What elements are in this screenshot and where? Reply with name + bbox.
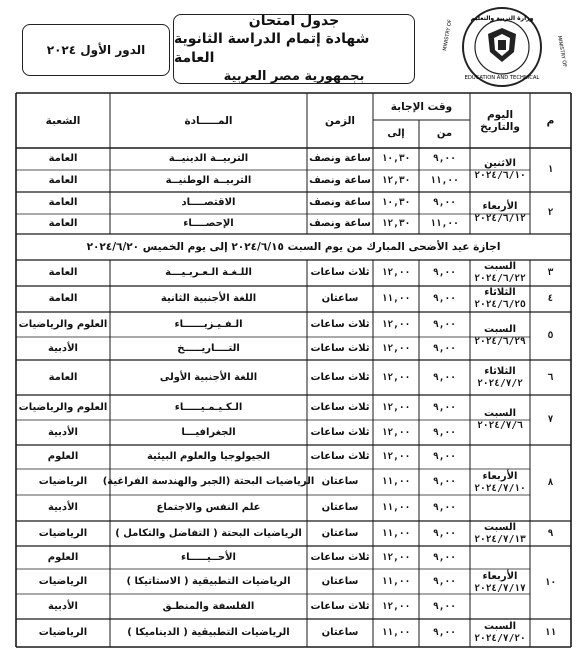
col-subject-header: المـــــادة [184, 114, 233, 127]
col-answer-time-header: وقت الإجابة [390, 100, 453, 113]
group-day-date [470, 260, 530, 286]
row-to-time: ١١,٠٠ [381, 575, 411, 587]
row-duration: ثلاث ساعات [310, 371, 370, 383]
group-index: ٩ [547, 527, 554, 539]
group-day: الثلاثاء [484, 287, 516, 298]
row-branch: الرياضيات [38, 627, 88, 638]
group-date: ٢٠٢٤/٧/٢٠ [474, 633, 526, 644]
row-branch: العامة [48, 293, 78, 304]
row-from-time: ٩,٠٠ [433, 426, 456, 438]
group-date: ٢٠٢٤/٦/١٢ [474, 213, 526, 224]
group-index: ٧ [547, 414, 554, 425]
group-index: ٣ [547, 267, 554, 278]
row-duration: ثلاث ساعات [310, 267, 370, 278]
row-from-time: ٩,٠٠ [433, 153, 456, 164]
group-index: ٥ [547, 330, 554, 341]
row-subject: الجيولوجيا والعلوم البيئية [146, 451, 271, 462]
row-branch: الأدبية [48, 600, 78, 612]
row-branch: العامة [48, 371, 78, 383]
group-index: ١١ [544, 627, 557, 638]
group-date: ٢٠٢٤/٦/٢٢ [474, 273, 526, 284]
row-branch: العلوم [47, 451, 79, 462]
row-from-time: ٩,٠٠ [433, 267, 456, 278]
exam-round-label: الدور الأول ٢٠٢٤ [46, 43, 146, 57]
group-day: الثلاثاء [484, 365, 516, 377]
col-day-date-header: اليوم والتاريخ [480, 108, 520, 133]
group-day: السبت [483, 408, 517, 419]
row-subject: الـفـيـزيــــــاء [174, 318, 243, 330]
row-from-time: ٩,٠٠ [433, 551, 456, 563]
row-branch: الأدبية [48, 502, 78, 513]
row-branch: الأدبية [48, 426, 78, 438]
group-date: ٢٠٢٤/٧/١٠ [474, 483, 526, 494]
group-day-date [470, 148, 530, 192]
row-to-time: ١١,٠٠ [381, 293, 411, 304]
row-subject: التربيــة الدينيــة [168, 153, 249, 164]
row-duration: ثلاث ساعات [310, 426, 370, 438]
svg-text:MINISTRY OF: MINISTRY OF [556, 35, 568, 68]
row-to-time: ١٢,٠٠ [381, 267, 411, 278]
col-index-header: م [546, 114, 555, 127]
row-duration: ساعتان [321, 502, 359, 513]
row-duration: ثلاث ساعات [310, 600, 370, 612]
row-to-time: ١٢,٠٠ [381, 426, 411, 438]
row-from-time: ٩,٠٠ [433, 451, 456, 462]
row-duration: ساعتان [321, 476, 359, 487]
row-to-time: ١٢,٠٠ [381, 371, 411, 383]
row-duration: ساعتان [321, 527, 359, 539]
col-duration-header: الزمن [324, 114, 356, 127]
row-branch: العامة [48, 218, 78, 229]
row-subject: التــــاريـــــخ [177, 342, 240, 354]
col-branch-header: الشعبة [45, 114, 81, 127]
group-day: السبت [483, 521, 517, 533]
group-day-date [470, 286, 530, 312]
row-subject: الرياضيات التطبيقية ( الاستاتيكا ) [126, 575, 291, 587]
row-subject: الفلسفة والمنطـق [162, 600, 255, 612]
group-index: ٢ [547, 207, 554, 218]
group-date: ٢٠٢٤/٦/١٠ [474, 170, 526, 181]
group-date: ٢٠٢٤/٦/٢٩ [474, 336, 526, 347]
row-subject: الاقتصــــاد [181, 197, 236, 208]
row-branch: الرياضيات [38, 527, 88, 539]
row-to-time: ١٢,٠٠ [381, 551, 411, 563]
row-duration: ساعة ونصف [309, 218, 371, 229]
row-from-time: ٩,٠٠ [433, 502, 456, 513]
row-from-time: ٩,٠٠ [433, 600, 456, 612]
row-duration: ساعة ونصف [309, 197, 371, 208]
row-branch: الرياضيات [38, 476, 88, 487]
row-branch: العامة [48, 175, 78, 186]
title-line-1: جدول امتحان [248, 12, 340, 29]
group-index: ٦ [547, 371, 554, 383]
row-duration: ساعتان [321, 575, 359, 587]
row-duration: ثلاث ساعات [310, 401, 370, 413]
svg-text:MINISTRY OF: MINISTRY OF [442, 18, 454, 52]
group-date: ٢٠٢٤/٧/٦ [477, 420, 523, 431]
row-subject: الإحصــــاء [183, 218, 234, 229]
row-subject: الرياضيات البحتة (الجبر والهندسة الفراغية) [102, 476, 315, 487]
row-duration: ساعتان [321, 293, 359, 304]
group-day-date [470, 312, 530, 360]
group-day: الأربعاء [482, 201, 518, 212]
row-to-time: ١٢,٠٠ [381, 342, 411, 354]
row-branch: العامة [48, 197, 78, 208]
row-duration: ساعة ونصف [309, 175, 371, 186]
group-index: ١٠ [544, 576, 557, 588]
group-index: ٨ [547, 477, 554, 488]
row-from-time: ٩,٠٠ [433, 476, 456, 487]
group-day-date [470, 360, 530, 395]
row-duration: ساعة ونصف [309, 153, 371, 164]
group-day: الاثنين [484, 158, 516, 169]
group-index: ٤ [547, 293, 554, 304]
row-branch: العلوم [47, 551, 79, 563]
row-from-time: ٩,٠٠ [433, 318, 456, 330]
row-subject: اللغة الأجنبية الثانية [160, 293, 257, 304]
col-to-header: إلى [387, 128, 405, 139]
row-subject: الـكـيـمـيـــــاء [174, 401, 243, 413]
row-subject: اللغة الأجنبية الأولى [159, 371, 258, 383]
row-duration: ثلاث ساعات [310, 318, 370, 330]
row-subject: الرياضيات البحتة ( التفاضل والتكامل ) [115, 527, 302, 539]
row-to-time: ١٠,٣٠ [381, 197, 411, 208]
row-to-time: ١١,٠٠ [381, 476, 411, 487]
row-from-time: ٩,٠٠ [433, 527, 456, 539]
row-branch: العامة [48, 153, 78, 164]
row-branch: العلوم والرياضيات [18, 401, 108, 413]
row-duration: ساعتان [321, 627, 359, 638]
group-date: ٢٠٢٤/٦/٢٥ [474, 299, 526, 310]
row-duration: ثلاث ساعات [310, 551, 370, 563]
row-to-time: ١٢,٠٠ [381, 318, 411, 330]
row-from-time: ٩,٠٠ [433, 575, 456, 587]
row-subject: الأحــيـــــاء [181, 551, 236, 563]
group-day-date [470, 619, 530, 647]
row-duration: ثلاث ساعات [310, 451, 370, 462]
row-branch: الرياضيات [38, 575, 88, 587]
row-from-time: ٩,٠٠ [433, 401, 456, 413]
svg-text:وزارة التربية والتعليم: وزارة التربية والتعليم [470, 15, 534, 22]
row-to-time: ١٢,٣٠ [381, 218, 411, 229]
row-from-time: ٩,٠٠ [433, 371, 456, 383]
row-from-time: ٩,٠٠ [433, 342, 456, 354]
row-from-time: ٩,٠٠ [433, 293, 456, 304]
group-day: السبت [483, 621, 517, 632]
row-to-time: ١٢,٣٠ [381, 175, 411, 186]
row-from-time: ١١,٠٠ [430, 175, 459, 186]
row-to-time: ١٠,٣٠ [381, 153, 411, 164]
group-day-date [470, 546, 530, 619]
group-day-date [470, 521, 530, 546]
row-branch: العلوم والرياضيات [18, 318, 108, 330]
title-line-2: شهادة إتمام الدراسة الثانوية العامة [174, 30, 370, 66]
row-to-time: ١١,٠٠ [381, 527, 411, 539]
group-date: ٢٠٢٤/٧/١٧ [474, 582, 526, 594]
col-from-header: من [436, 128, 453, 139]
group-day-date [470, 445, 530, 521]
group-index: ١ [547, 164, 554, 175]
row-subject: الجغرافيـــا [181, 426, 236, 438]
group-day: السبت [483, 261, 517, 272]
row-branch: الأدبية [48, 342, 78, 354]
group-day: الأربعاء [482, 570, 518, 582]
group-date: ٢٠٢٤/٧/١٣ [474, 533, 526, 545]
row-duration: ثلاث ساعات [310, 342, 370, 354]
row-subject: التربيــة الوطنيــة [165, 175, 252, 186]
group-day-date [470, 192, 530, 234]
svg-text:EDUCATION AND TECHNICAL: EDUCATION AND TECHNICAL [464, 75, 540, 81]
holiday-banner: اجازة عيد الأضحى المبارك من يوم السبت ٢٠٢٤/٦/١٥ إلى يوم الخميس ٢٠٢٤/٦/٢٠ [86, 241, 501, 253]
row-subject: علم النفس والاجتماع [156, 502, 261, 513]
group-day: السبت [483, 324, 517, 335]
row-to-time: ١٢,٠٠ [381, 401, 411, 413]
group-day-date [470, 395, 530, 445]
row-subject: الرياضيات التطبيقية ( الديناميكا ) [127, 627, 290, 638]
row-from-time: ٩,٠٠ [433, 197, 456, 208]
group-date: ٢٠٢٤/٧/٢ [477, 377, 523, 389]
row-to-time: ١١,٠٠ [381, 627, 411, 638]
row-branch: العامة [48, 267, 78, 278]
title-line-3: بجمهورية مصر العربية [223, 68, 365, 84]
group-day: الأربعاء [482, 471, 518, 482]
row-to-time: ١١,٠٠ [381, 502, 411, 513]
row-to-time: ١٢,٠٠ [381, 600, 411, 612]
row-subject: اللـغـة الـعـربـيـــة [165, 267, 252, 278]
row-from-time: ١١,٠٠ [430, 218, 459, 229]
row-to-time: ١٢,٠٠ [381, 451, 411, 462]
row-from-time: ٩,٠٠ [433, 627, 456, 638]
